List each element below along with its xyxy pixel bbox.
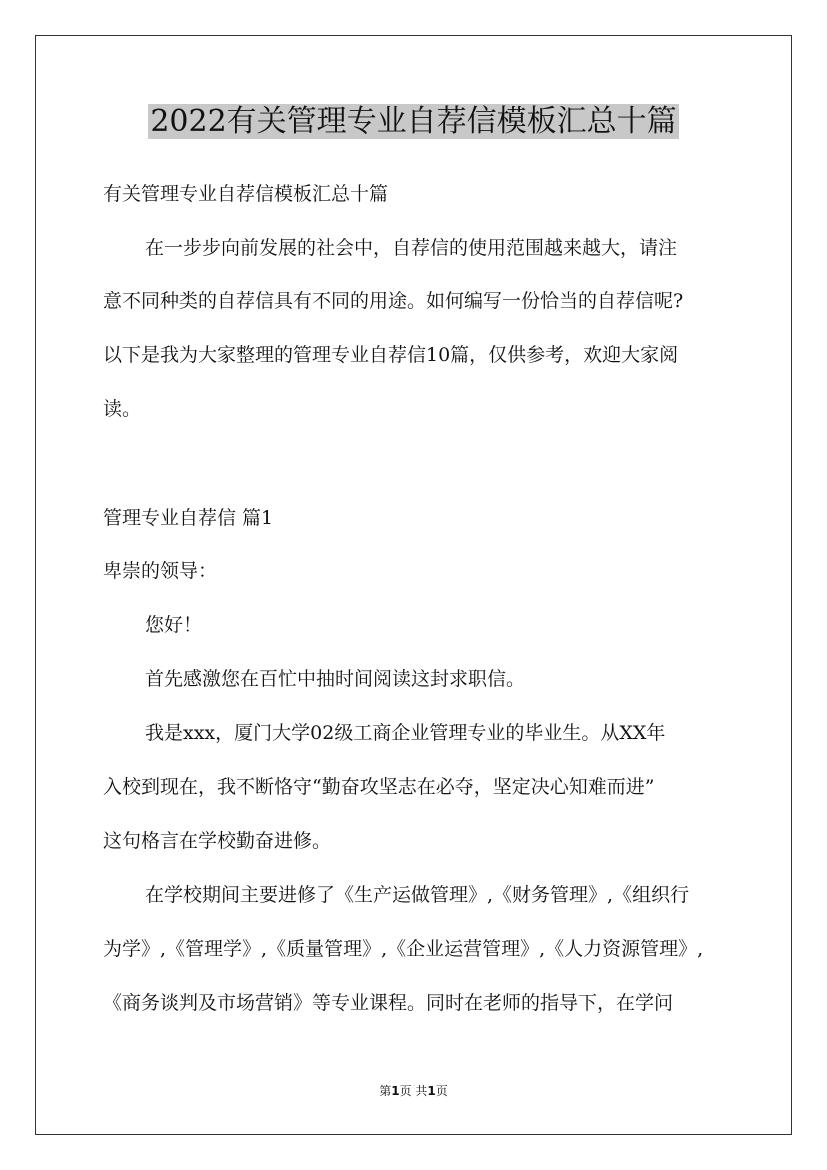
intro-line-1: 在一步步向前发展的社会中，自荐信的使用范围越来越大，请注 [145,237,678,259]
section-heading: 管理专业自荐信 篇1 [103,507,274,529]
paragraph-2-line-3: 这句格言在学校勤奋进修。 [103,830,332,852]
greeting: 您好！ [145,614,203,636]
paragraph-1: 首先感激您在百忙中抽时间阅读这封求职信。 [145,668,526,690]
footer-page-number: 1 [391,1084,400,1098]
page-footer [0,1083,827,1099]
footer-prefix: 第 [379,1084,392,1098]
document-subtitle: 有关管理专业自荐信模板汇总十篇 [103,183,389,205]
paragraph-3-line-1: 在学校期间主要进修了《生产运做管理》,《财务管理》,《组织行 [145,884,690,906]
intro-line-4: 读。 [103,398,142,420]
footer-page-total: 1 [427,1084,436,1098]
intro-line-2: 意不同种类的自荐信具有不同的用途。如何编写一份恰当的自荐信呢? [103,290,684,312]
footer-suffix: 页 [435,1084,448,1098]
salutation: 卑崇的领导： [103,560,218,582]
paragraph-2-line-2: 入校到现在，我不断恪守“勤奋攻坚志在必夺，坚定决心知难而进” [103,776,655,798]
intro-line-3: 以下是我为大家整理的管理专业自荐信10篇，仅供参考，欢迎大家阅 [103,344,679,366]
paragraph-2-line-1: 我是xxx，厦门大学02级工商企业管理专业的毕业生。从XX年 [145,722,666,744]
paragraph-3-line-3: 《商务谈判及市场营销》等专业课程。同时在老师的指导下，在学问 [103,992,674,1014]
footer-middle: 页 共 [399,1084,428,1098]
paragraph-3-line-2: 为学》,《管理学》,《质量管理》,《企业运营管理》,《人力资源管理》, [103,938,704,960]
document-title-text: 2022有关管理专业自荐信模板汇总十篇 [150,104,677,139]
document-title [0,100,827,144]
